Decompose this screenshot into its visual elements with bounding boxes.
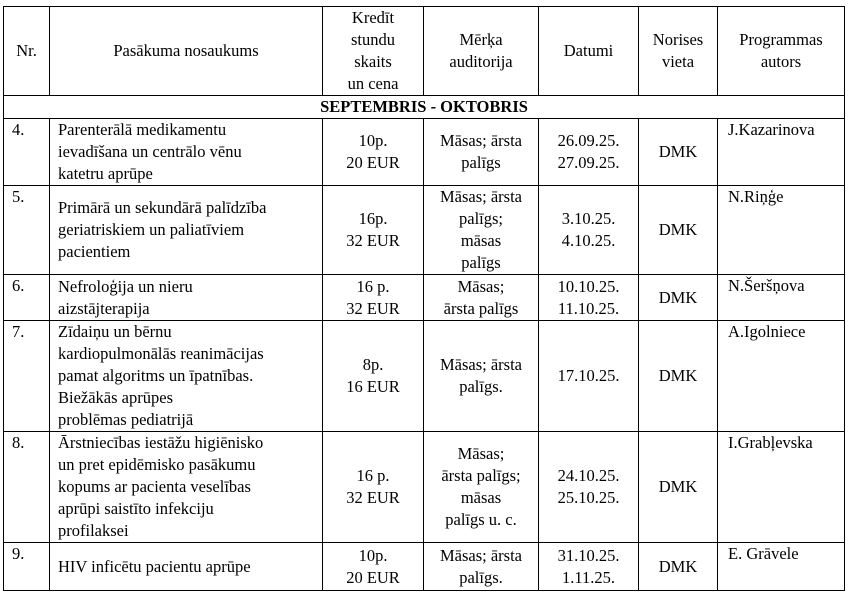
row-place: DMK [639,543,718,591]
row-credit-price: 16p. 32 EUR [323,186,424,275]
row-place: DMK [639,432,718,543]
row-course-name: Parenterālā medikamentu ievadīšana un centrālo vēnu katetru aprūpe [50,119,323,186]
row-dates: 26.09.25. 27.09.25. [539,119,639,186]
row-course-name: Primārā un sekundārā palīdzība geriatriskiem un paliatīviem pacientiem [50,186,323,275]
row-dates: 24.10.25. 25.10.25. [539,432,639,543]
row-audience: Māsas; ārsta palīgs [424,119,539,186]
row-place: DMK [639,186,718,275]
row-place: DMK [639,275,718,321]
row-author: I.Grabļevska [718,432,845,543]
table-row [4,321,845,432]
row-course-name: Ārstniecības iestāžu higiēnisko un pret epidēmisko pasākumu kopums ar pacienta veselības aprūpi saistīto infekciju profilaksei [50,432,323,543]
row-nr: 5. [4,186,50,275]
row-audience: Māsas; ārsta palīgs; māsas palīgs [424,186,539,275]
row-place: DMK [639,321,718,432]
row-nr: 6. [4,275,50,321]
header-nr: Nr. [4,7,50,96]
row-nr: 8. [4,432,50,543]
row-course-name: HIV inficētu pacientu aprūpe [50,543,323,591]
row-place: DMK [639,119,718,186]
table-row [4,432,845,543]
section-row [4,96,845,119]
row-author: J.Kazarinova [718,119,845,186]
row-credit-price: 16 p. 32 EUR [323,275,424,321]
row-course-name: Zīdaiņu un bērnu kardiopulmonālās reanimācijas pamat algoritms un īpatnības. Biežākās aprūpes problēmas pediatrijā [50,321,323,432]
header-name: Pasākuma nosaukums [50,7,323,96]
table-row [4,543,845,591]
header-row [4,7,845,96]
header-dates: Datumi [539,7,639,96]
row-credit-price: 10p. 20 EUR [323,119,424,186]
row-credit-price: 16 p. 32 EUR [323,432,424,543]
row-audience: Māsas; ārsta palīgs [424,275,539,321]
table-row [4,119,845,186]
row-nr: 4. [4,119,50,186]
header-credit: Kredīt stundu skaits un cena [323,7,424,96]
header-author: Programmas autors [718,7,845,96]
row-author: E. Grāvele [718,543,845,591]
row-nr: 7. [4,321,50,432]
courses-table [3,6,845,591]
row-audience: Māsas; ārsta palīgs. [424,543,539,591]
row-credit-price: 10p. 20 EUR [323,543,424,591]
row-author: N.Riņģe [718,186,845,275]
header-place: Norises vieta [639,7,718,96]
row-course-name: Nefroloģija un nieru aizstājterapija [50,275,323,321]
row-author: A.Igolniece [718,321,845,432]
row-dates: 3.10.25. 4.10.25. [539,186,639,275]
row-audience: Māsas; ārsta palīgs; māsas palīgs u. c. [424,432,539,543]
table-row [4,275,845,321]
table-row [4,186,845,275]
row-dates: 17.10.25. [539,321,639,432]
row-dates: 10.10.25. 11.10.25. [539,275,639,321]
row-nr: 9. [4,543,50,591]
section-title: SEPTEMBRIS - OKTOBRIS [4,96,845,119]
row-dates: 31.10.25. 1.11.25. [539,543,639,591]
row-author: N.Šeršņova [718,275,845,321]
header-audience: Mērķa auditorija [424,7,539,96]
row-credit-price: 8p. 16 EUR [323,321,424,432]
row-audience: Māsas; ārsta palīgs. [424,321,539,432]
